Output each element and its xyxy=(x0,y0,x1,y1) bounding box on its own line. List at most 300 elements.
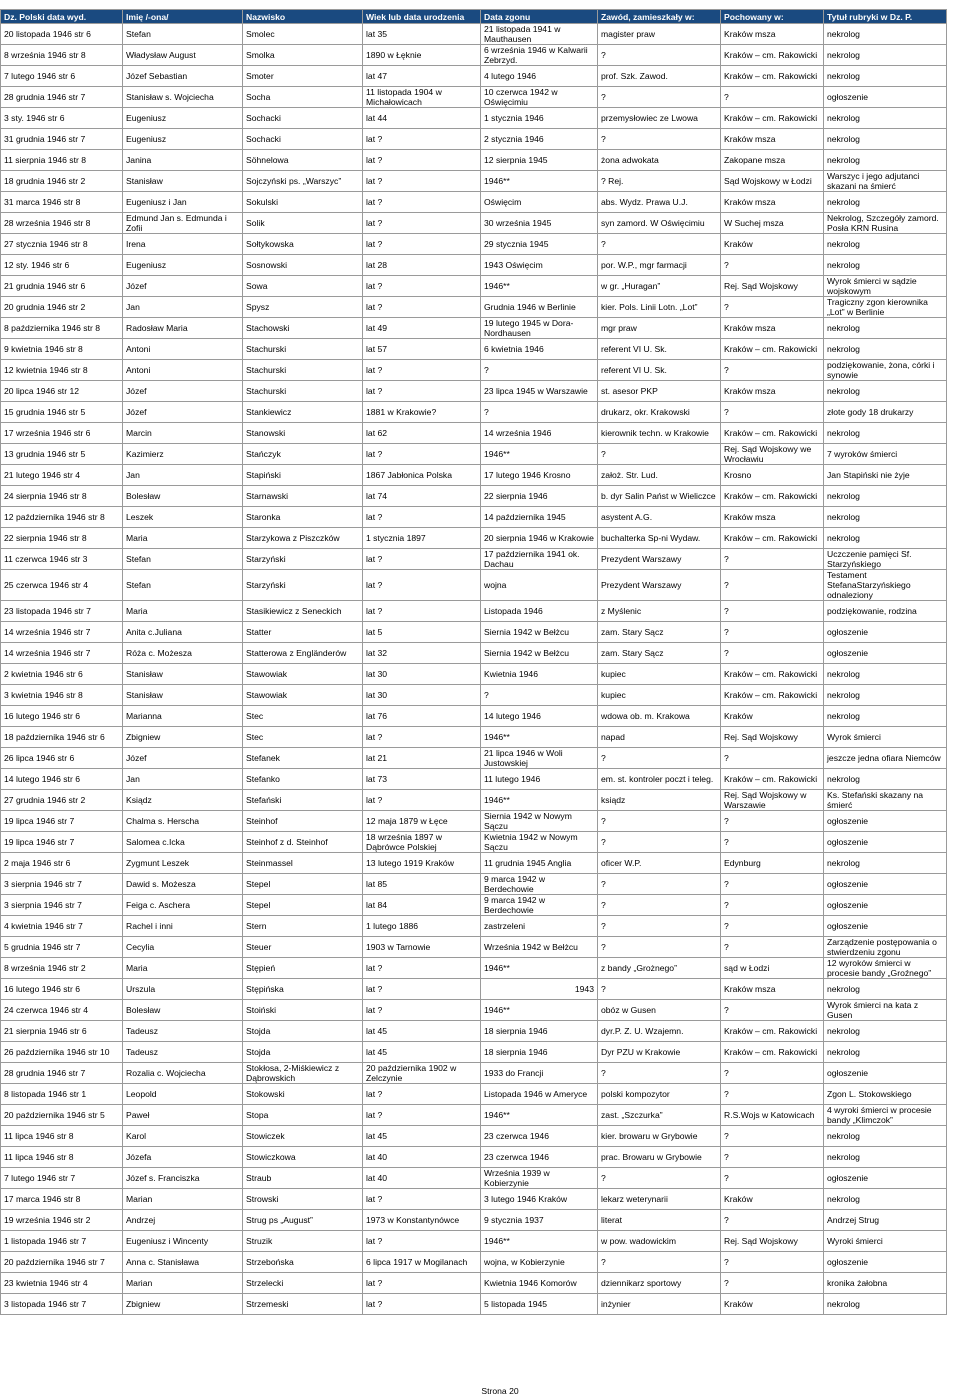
cell-age: lat 76 xyxy=(363,706,481,727)
cell-buried: Kraków – cm. Rakowicki xyxy=(721,45,824,66)
cell-first-name: Tadeusz xyxy=(123,1021,243,1042)
cell-death-date: 19 lutego 1945 w Dora-Nordhausen xyxy=(481,318,598,339)
cell-date: 8 września 1946 str 8 xyxy=(1,45,123,66)
cell-first-name: Andrzej xyxy=(123,1210,243,1231)
cell-surname: Stachowski xyxy=(243,318,363,339)
cell-surname: Stowiczkowa xyxy=(243,1147,363,1168)
cell-age: lat ? xyxy=(363,601,481,622)
cell-first-name: Stanisław s. Wojciecha xyxy=(123,87,243,108)
cell-first-name: Stefan xyxy=(123,549,243,570)
table-row xyxy=(1,748,947,769)
cell-buried: ? xyxy=(721,874,824,895)
cell-first-name: Urszula xyxy=(123,979,243,1000)
cell-first-name: Eugeniusz xyxy=(123,129,243,150)
cell-death-date: ? xyxy=(481,360,598,381)
cell-date: 21 lutego 1946 str 4 xyxy=(1,465,123,486)
cell-date: 25 czerwca 1946 str 4 xyxy=(1,570,123,601)
cell-death-date: 21 lipca 1946 w Woli Justowskiej xyxy=(481,748,598,769)
cell-date: 23 kwietnia 1946 str 4 xyxy=(1,1273,123,1294)
cell-death-date: 17 października 1941 ok. Dachau xyxy=(481,549,598,570)
cell-occupation: ? xyxy=(598,87,721,108)
cell-buried: ? xyxy=(721,1126,824,1147)
cell-date: 14 września 1946 str 7 xyxy=(1,643,123,664)
cell-buried: ? xyxy=(721,748,824,769)
cell-buried: ? xyxy=(721,1063,824,1084)
cell-buried: ? xyxy=(721,87,824,108)
cell-first-name: Marcin xyxy=(123,423,243,444)
cell-surname: Stopa xyxy=(243,1105,363,1126)
cell-age: lat ? xyxy=(363,790,481,811)
cell-first-name: Janina xyxy=(123,150,243,171)
table-row xyxy=(1,171,947,192)
cell-surname: Statterowa z Engländerów xyxy=(243,643,363,664)
cell-occupation: ? xyxy=(598,832,721,853)
cell-occupation: obóz w Gusen xyxy=(598,1000,721,1021)
cell-age: 1903 w Tarnowie xyxy=(363,937,481,958)
cell-buried: Kraków msza xyxy=(721,979,824,1000)
cell-age: 1973 w Konstantynówce xyxy=(363,1210,481,1231)
table-row xyxy=(1,1021,947,1042)
cell-first-name: Leszek xyxy=(123,507,243,528)
cell-occupation: kupiec xyxy=(598,664,721,685)
cell-title: nekrolog xyxy=(824,706,947,727)
cell-surname: Stapiński xyxy=(243,465,363,486)
cell-buried: ? xyxy=(721,1273,824,1294)
cell-title: Wyrok śmierci w sądzie wojskowym xyxy=(824,276,947,297)
cell-occupation: zam. Stary Sącz xyxy=(598,643,721,664)
cell-first-name: Maria xyxy=(123,958,243,979)
cell-date: 3 sty. 1946 str 6 xyxy=(1,108,123,129)
cell-date: 17 września 1946 str 6 xyxy=(1,423,123,444)
cell-title: Jan Stapiński nie żyje xyxy=(824,465,947,486)
cell-first-name: Kazimierz xyxy=(123,444,243,465)
cell-death-date: 3 lutego 1946 Kraków xyxy=(481,1189,598,1210)
cell-death-date: 30 września 1945 xyxy=(481,213,598,234)
cell-buried: Kraków – cm. Rakowicki xyxy=(721,66,824,87)
cell-date: 13 grudnia 1946 str 5 xyxy=(1,444,123,465)
cell-age: lat ? xyxy=(363,1294,481,1315)
table-row xyxy=(1,601,947,622)
cell-age: lat ? xyxy=(363,958,481,979)
cell-death-date: Września 1942 w Bełżcu xyxy=(481,937,598,958)
table-row xyxy=(1,129,947,150)
cell-date: 11 lipca 1946 str 8 xyxy=(1,1126,123,1147)
col-header-date: Dz. Polski data wyd. xyxy=(1,10,123,24)
table-row xyxy=(1,318,947,339)
cell-date: 17 marca 1946 str 8 xyxy=(1,1189,123,1210)
cell-first-name: Józef xyxy=(123,402,243,423)
cell-date: 7 lutego 1946 str 6 xyxy=(1,66,123,87)
table-row xyxy=(1,192,947,213)
cell-buried: ? xyxy=(721,297,824,318)
cell-death-date: 6 kwietnia 1946 xyxy=(481,339,598,360)
cell-occupation: magister praw xyxy=(598,24,721,45)
cell-date: 20 lipca 1946 str 12 xyxy=(1,381,123,402)
cell-title: ogłoszenie xyxy=(824,643,947,664)
cell-surname: Starzykowa z Piszczków xyxy=(243,528,363,549)
cell-death-date: 18 sierpnia 1946 xyxy=(481,1021,598,1042)
cell-death-date: 9 stycznia 1937 xyxy=(481,1210,598,1231)
cell-buried: Kraków msza xyxy=(721,507,824,528)
cell-date: 22 sierpnia 1946 str 8 xyxy=(1,528,123,549)
cell-first-name: Stefan xyxy=(123,24,243,45)
cell-occupation: referent VI U. Sk. xyxy=(598,339,721,360)
cell-age: lat 45 xyxy=(363,1042,481,1063)
cell-title: nekrolog xyxy=(824,664,947,685)
cell-surname: Socha xyxy=(243,87,363,108)
cell-first-name: Marian xyxy=(123,1273,243,1294)
table-row xyxy=(1,895,947,916)
cell-title: nekrolog xyxy=(824,381,947,402)
col-header-death-date: Data zgonu xyxy=(481,10,598,24)
cell-age: lat ? xyxy=(363,1084,481,1105)
header-row xyxy=(1,10,947,24)
cell-date: 3 listopada 1946 str 7 xyxy=(1,1294,123,1315)
cell-buried: Kraków – cm. Rakowicki xyxy=(721,108,824,129)
cell-age: lat 45 xyxy=(363,1021,481,1042)
cell-surname: Sołtykowska xyxy=(243,234,363,255)
cell-surname: Sowa xyxy=(243,276,363,297)
cell-surname: Sosnowski xyxy=(243,255,363,276)
cell-death-date: 23 lipca 1945 w Warszawie xyxy=(481,381,598,402)
cell-age: lat 44 xyxy=(363,108,481,129)
page-number: Strona 20 xyxy=(481,1386,519,1396)
table-row xyxy=(1,979,947,1000)
cell-surname: Stojda xyxy=(243,1021,363,1042)
cell-title: jeszcze jedna ofiara Niemców xyxy=(824,748,947,769)
cell-surname: Stern xyxy=(243,916,363,937)
col-header-age: Wiek lub data urodzenia xyxy=(363,10,481,24)
cell-title: kronika żałobna xyxy=(824,1273,947,1294)
table-row xyxy=(1,150,947,171)
cell-date: 18 października 1946 str 6 xyxy=(1,727,123,748)
cell-age: lat 57 xyxy=(363,339,481,360)
table-row xyxy=(1,423,947,444)
cell-death-date: Siernia 1942 w Bełżcu xyxy=(481,622,598,643)
cell-death-date: Listopada 1946 w Ameryce xyxy=(481,1084,598,1105)
cell-first-name: Antoni xyxy=(123,339,243,360)
cell-death-date: 5 listopada 1945 xyxy=(481,1294,598,1315)
cell-occupation: ? xyxy=(598,895,721,916)
cell-date: 1 listopada 1946 str 7 xyxy=(1,1231,123,1252)
cell-surname: Stępińska xyxy=(243,979,363,1000)
cell-surname: Sokulski xyxy=(243,192,363,213)
cell-first-name: Cecylia xyxy=(123,937,243,958)
cell-age: lat ? xyxy=(363,507,481,528)
table-row xyxy=(1,465,947,486)
cell-date: 5 grudnia 1946 str 7 xyxy=(1,937,123,958)
cell-occupation: Prezydent Warszawy xyxy=(598,549,721,570)
cell-buried: ? xyxy=(721,1210,824,1231)
cell-first-name: Salomea c.Icka xyxy=(123,832,243,853)
cell-age: 11 listopada 1904 w Michałowicach xyxy=(363,87,481,108)
cell-buried: ? xyxy=(721,643,824,664)
cell-first-name: Anna c. Stanisława xyxy=(123,1252,243,1273)
cell-age: lat 40 xyxy=(363,1168,481,1189)
cell-buried: Kraków msza xyxy=(721,318,824,339)
cell-death-date: 1946** xyxy=(481,171,598,192)
cell-first-name: Jan xyxy=(123,465,243,486)
cell-occupation: asystent A.G. xyxy=(598,507,721,528)
col-header-surname: Nazwisko xyxy=(243,10,363,24)
cell-first-name: Maria xyxy=(123,528,243,549)
cell-date: 11 lipca 1946 str 8 xyxy=(1,1147,123,1168)
cell-death-date: Kwietnia 1946 xyxy=(481,664,598,685)
table-row xyxy=(1,549,947,570)
cell-surname: Statter xyxy=(243,622,363,643)
cell-first-name: Józef xyxy=(123,381,243,402)
cell-surname: Sojczyński ps. „Warszyc” xyxy=(243,171,363,192)
cell-surname: Smolka xyxy=(243,45,363,66)
cell-date: 28 grudnia 1946 str 7 xyxy=(1,1063,123,1084)
cell-title: nekrolog xyxy=(824,255,947,276)
cell-age: 1881 w Krakowie? xyxy=(363,402,481,423)
cell-title: nekrolog xyxy=(824,979,947,1000)
cell-title: podziękowanie, żona, córki i synowie xyxy=(824,360,947,381)
cell-buried: Rej. Sąd Wojskowy xyxy=(721,1231,824,1252)
cell-age: 12 maja 1879 w Łęce xyxy=(363,811,481,832)
cell-title: Zgon L. Stokowskiego xyxy=(824,1084,947,1105)
cell-buried: Zakopane msza xyxy=(721,150,824,171)
table-row xyxy=(1,664,947,685)
table-row xyxy=(1,1189,947,1210)
cell-buried: Rej. Sąd Wojskowy we Wrocławiu xyxy=(721,444,824,465)
table-row xyxy=(1,87,947,108)
cell-date: 11 czerwca 1946 str 3 xyxy=(1,549,123,570)
cell-title: nekrolog xyxy=(824,192,947,213)
cell-title: Tragiczny zgon kierownika „Lot” w Berlinie xyxy=(824,297,947,318)
cell-death-date: 12 sierpnia 1945 xyxy=(481,150,598,171)
cell-date: 7 lutego 1946 str 7 xyxy=(1,1168,123,1189)
cell-age: lat 62 xyxy=(363,423,481,444)
cell-occupation: ksiądz xyxy=(598,790,721,811)
cell-buried: Kraków – cm. Rakowicki xyxy=(721,339,824,360)
cell-occupation: por. W.P., mgr farmacji xyxy=(598,255,721,276)
cell-surname: Stańczyk xyxy=(243,444,363,465)
table-row xyxy=(1,1231,947,1252)
cell-title: złote gody 18 drukarzy xyxy=(824,402,947,423)
cell-surname: Stokłosa, 2-Miśkiewicz z Dąbrowskich xyxy=(243,1063,363,1084)
cell-occupation: kierownik techn. w Krakowie xyxy=(598,423,721,444)
cell-date: 23 listopada 1946 str 7 xyxy=(1,601,123,622)
table-row xyxy=(1,108,947,129)
cell-surname: Stefanko xyxy=(243,769,363,790)
cell-first-name: Eugeniusz xyxy=(123,255,243,276)
table-row xyxy=(1,643,947,664)
cell-surname: Strowski xyxy=(243,1189,363,1210)
cell-title: nekrolog xyxy=(824,1294,947,1315)
cell-title: nekrolog xyxy=(824,1189,947,1210)
table-body xyxy=(1,24,947,1315)
cell-death-date: 1946** xyxy=(481,1000,598,1021)
cell-title: Zarządzenie postępowania o stwierdzeniu zgonu xyxy=(824,937,947,958)
cell-buried: Kraków – cm. Rakowicki xyxy=(721,769,824,790)
cell-first-name: Józef xyxy=(123,276,243,297)
cell-occupation: ? xyxy=(598,129,721,150)
cell-buried: W Suchej msza xyxy=(721,213,824,234)
cell-death-date: Listopada 1946 xyxy=(481,601,598,622)
cell-buried: ? xyxy=(721,360,824,381)
cell-age: lat ? xyxy=(363,549,481,570)
cell-buried: ? xyxy=(721,402,824,423)
cell-death-date: 1946** xyxy=(481,727,598,748)
cell-title: Ks. Stefański skazany na śmierć xyxy=(824,790,947,811)
cell-age: 1890 w Łęknie xyxy=(363,45,481,66)
cell-age: 6 lipca 1917 w Mogilanach xyxy=(363,1252,481,1273)
cell-date: 8 października 1946 str 8 xyxy=(1,318,123,339)
table-row xyxy=(1,24,947,45)
cell-date: 20 grudnia 1946 str 2 xyxy=(1,297,123,318)
cell-occupation: syn zamord. W Oświęcimiu xyxy=(598,213,721,234)
cell-age: lat ? xyxy=(363,727,481,748)
cell-age: lat ? xyxy=(363,1105,481,1126)
cell-surname: Stachurski xyxy=(243,339,363,360)
cell-title: nekrolog xyxy=(824,853,947,874)
cell-death-date: 22 sierpnia 1946 xyxy=(481,486,598,507)
cell-date: 3 sierpnia 1946 str 7 xyxy=(1,895,123,916)
cell-date: 3 sierpnia 1946 str 7 xyxy=(1,874,123,895)
cell-first-name: Józef Sebastian xyxy=(123,66,243,87)
cell-title: nekrolog xyxy=(824,66,947,87)
cell-age: lat ? xyxy=(363,234,481,255)
cell-occupation: ? xyxy=(598,979,721,1000)
cell-death-date: Września 1939 w Kobierzynie xyxy=(481,1168,598,1189)
cell-occupation: lekarz weterynarii xyxy=(598,1189,721,1210)
table-row xyxy=(1,916,947,937)
cell-death-date: wojna xyxy=(481,570,598,601)
cell-title: nekrolog xyxy=(824,1126,947,1147)
cell-surname: Starnawski xyxy=(243,486,363,507)
cell-age: lat 35 xyxy=(363,24,481,45)
cell-occupation: ? xyxy=(598,1168,721,1189)
cell-date: 27 stycznia 1946 str 8 xyxy=(1,234,123,255)
cell-date: 31 marca 1946 str 8 xyxy=(1,192,123,213)
cell-date: 8 listopada 1946 str 1 xyxy=(1,1084,123,1105)
cell-death-date: wojna, w Kobierzynie xyxy=(481,1252,598,1273)
cell-title: nekrolog xyxy=(824,129,947,150)
cell-age: 1 stycznia 1897 xyxy=(363,528,481,549)
cell-date: 28 września 1946 str 8 xyxy=(1,213,123,234)
cell-surname: Steinhof xyxy=(243,811,363,832)
table-row xyxy=(1,234,947,255)
cell-occupation: mgr praw xyxy=(598,318,721,339)
cell-age: lat ? xyxy=(363,276,481,297)
cell-title: ogłoszenie xyxy=(824,916,947,937)
cell-date: 9 kwietnia 1946 str 8 xyxy=(1,339,123,360)
table-row xyxy=(1,685,947,706)
cell-title: nekrolog xyxy=(824,685,947,706)
cell-surname: Steinhof z d. Steinhof xyxy=(243,832,363,853)
col-header-first-name: Imię /-ona/ xyxy=(123,10,243,24)
cell-title: nekrolog xyxy=(824,24,947,45)
cell-death-date: 1946** xyxy=(481,1105,598,1126)
cell-death-date: 14 lutego 1946 xyxy=(481,706,598,727)
cell-age: lat 30 xyxy=(363,685,481,706)
cell-surname: Strzemeski xyxy=(243,1294,363,1315)
cell-age: lat 47 xyxy=(363,66,481,87)
table-row xyxy=(1,1252,947,1273)
cell-surname: Stawowiak xyxy=(243,685,363,706)
cell-date: 12 października 1946 str 8 xyxy=(1,507,123,528)
cell-age: lat ? xyxy=(363,1273,481,1294)
table-row xyxy=(1,790,947,811)
cell-date: 31 grudnia 1946 str 7 xyxy=(1,129,123,150)
cell-title: nekrolog xyxy=(824,423,947,444)
cell-age: lat ? xyxy=(363,444,481,465)
cell-first-name: Władysław August xyxy=(123,45,243,66)
cell-buried: ? xyxy=(721,895,824,916)
cell-surname: Sochacki xyxy=(243,108,363,129)
table-row xyxy=(1,1063,947,1084)
cell-date: 19 lipca 1946 str 7 xyxy=(1,832,123,853)
cell-surname: Solik xyxy=(243,213,363,234)
cell-first-name: Paweł xyxy=(123,1105,243,1126)
cell-occupation: kier. browaru w Grybowie xyxy=(598,1126,721,1147)
cell-date: 20 października 1946 str 7 xyxy=(1,1252,123,1273)
table-row xyxy=(1,769,947,790)
cell-buried: Rej. Sąd Wojskowy xyxy=(721,727,824,748)
cell-date: 2 maja 1946 str 6 xyxy=(1,853,123,874)
cell-age: 20 października 1902 w Zelczynie xyxy=(363,1063,481,1084)
cell-title: ogłoszenie xyxy=(824,622,947,643)
cell-buried: Kraków xyxy=(721,1189,824,1210)
table-row xyxy=(1,360,947,381)
cell-first-name: Karol xyxy=(123,1126,243,1147)
cell-date: 20 października 1946 str 5 xyxy=(1,1105,123,1126)
cell-age: lat ? xyxy=(363,1000,481,1021)
cell-death-date: 17 lutego 1946 Krosno xyxy=(481,465,598,486)
cell-death-date: 1946** xyxy=(481,276,598,297)
cell-occupation: st. asesor PKP xyxy=(598,381,721,402)
cell-death-date: 11 grudnia 1945 Anglia xyxy=(481,853,598,874)
cell-death-date: 14 października 1945 xyxy=(481,507,598,528)
cell-first-name: Zbigniew xyxy=(123,1294,243,1315)
cell-date: 19 lipca 1946 str 7 xyxy=(1,811,123,832)
cell-age: lat 84 xyxy=(363,895,481,916)
cell-first-name: Leopold xyxy=(123,1084,243,1105)
cell-title: ogłoszenie xyxy=(824,1063,947,1084)
cell-first-name: Rachel i inni xyxy=(123,916,243,937)
cell-first-name: Józef s. Franciszka xyxy=(123,1168,243,1189)
cell-surname: Straub xyxy=(243,1168,363,1189)
table-row xyxy=(1,213,947,234)
table-row xyxy=(1,1000,947,1021)
cell-buried: Kraków xyxy=(721,234,824,255)
cell-age: lat ? xyxy=(363,192,481,213)
cell-occupation: em. st. kontroler poczt i teleg. xyxy=(598,769,721,790)
cell-age: lat 21 xyxy=(363,748,481,769)
cell-buried: Kraków – cm. Rakowicki xyxy=(721,1021,824,1042)
table-row xyxy=(1,1084,947,1105)
table-row xyxy=(1,727,947,748)
cell-age: lat ? xyxy=(363,213,481,234)
cell-death-date: 4 lutego 1946 xyxy=(481,66,598,87)
cell-date: 12 sty. 1946 str 6 xyxy=(1,255,123,276)
cell-buried: ? xyxy=(721,916,824,937)
cell-first-name: Józef xyxy=(123,748,243,769)
table-row xyxy=(1,1126,947,1147)
cell-age: lat ? xyxy=(363,1231,481,1252)
cell-first-name: Anita c.Juliana xyxy=(123,622,243,643)
cell-occupation: referent VI U. Sk. xyxy=(598,360,721,381)
table-row xyxy=(1,486,947,507)
cell-buried: Kraków msza xyxy=(721,24,824,45)
cell-date: 8 września 1946 str 2 xyxy=(1,958,123,979)
cell-title: Wyroki śmierci xyxy=(824,1231,947,1252)
table-row xyxy=(1,276,947,297)
cell-death-date: ? xyxy=(481,685,598,706)
cell-title: nekrolog xyxy=(824,528,947,549)
